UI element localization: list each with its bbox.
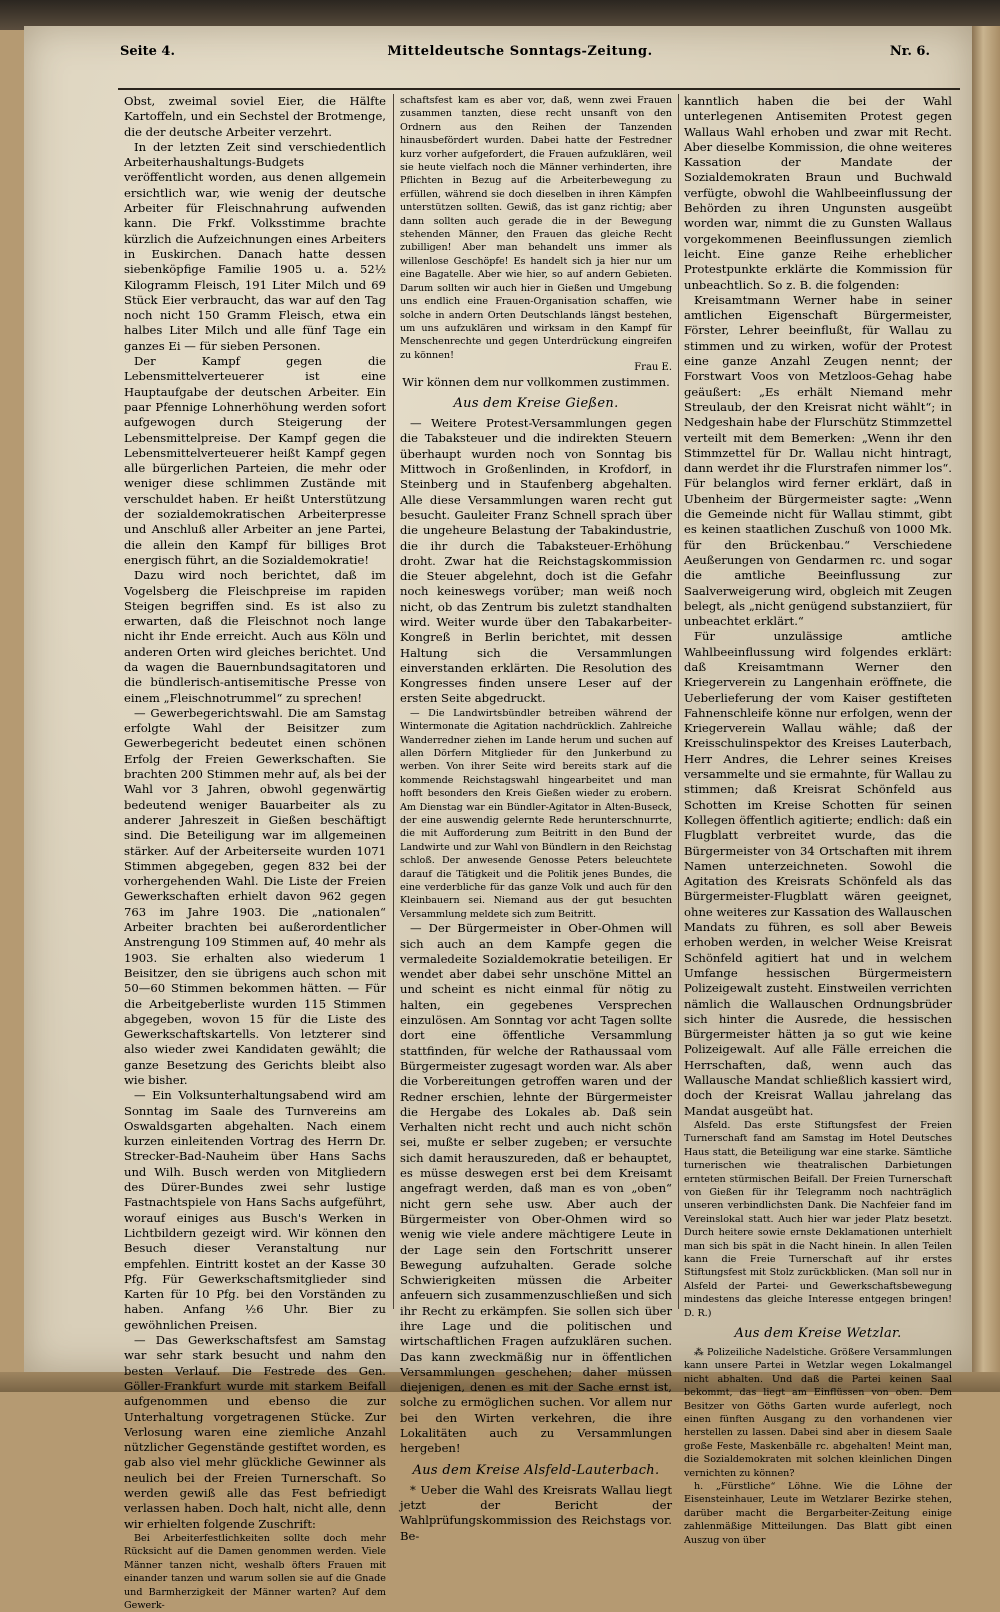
news-item-alsfeld: Alsfeld. Das erste Stiftungsfest der Freien Turnerschaft fand am Samstag im Hotel Deutsches Haus statt, die Beteiligung war eine starke. Sämtliche turnerischen wie theatralischen Darbietungen ernteten stürmischen Beifall. Der Freien Turnerschaft von Gießen für ihr Telegramm noch nachträglich unseren verbindlichsten Dank. Die Nachfeier fand im Vereinslokal statt. Auch hier war jeder Platz besetzt. Durch heitere sowie ernste Deklamationen unterhielt man sich bis spät in die Nacht hinein. In allen Teilen kann die Freie Turnerschaft auf ihr erstes Stiftungsfest mit Stolz zurückblicken. (Man soll nur in Alsfeld der Partei- und Gewerkschaftsbewegung mindestens das gleiche Interesse entgegen bringen! D. R.) (684, 1119, 952, 1319)
header-rule (118, 88, 960, 90)
news-item-wallau: * Ueber die Wahl des Kreisrats Wallau liegt jetzt der Bericht der Wahlprüfungskommission des Reichstags vor. Be- (400, 1482, 672, 1543)
news-item-volksunterhaltung: — Ein Volksunterhaltungsabend wird am Sonntag im Saale des Turnvereins am Oswaldsgarten abgehalten. Nach einem kurzen einleitenden Vortrag des Herrn Dr. Strecker-Bad-Nauheim über Hans Sachs und Wilh. Busch werden von Mitgliedern des Dürer-Bundes zwei sehr lustige Fastnachtspiele von Hans Sachs aufgeführt, worauf einiges aus Busch's Werken in Lichtbildern gezeigt wird. Wir können den Besuch dieser Veranstaltung nur empfehlen. Eintritt kostet an der Kasse 30 Pfg. Für Gewerkschaftsmitglieder sind Karten für 10 Pfg. bei den Vorständen zu haben. Anfang ½6 Uhr. Bier zu gewöhnlichen Preisen. (124, 1088, 386, 1332)
news-item-protest: — Weitere Protest-Versammlungen gegen die Tabaksteuer und die indirekten Steuern überhaupt wurden noch von Sonntag bis Mittwoch in Großenlinden, in Krofdorf, in Steinberg und in Staufenberg abgehalten. Alle diese Versammlungen waren recht gut besucht. Gauleiter Franz Schnell sprach über die ungeheure Belastung der Tabakindustrie, die ihr durch die Tabaksteuer-Erhöhung droht. Zwar hat die Reichstagskommission die Steuer abgelehnt, doch ist die Gefahr noch keineswegs vorüber; man weiß noch nicht, ob das Zentrum bis zuletzt standhalten wird. Weiter wurde über den Tabakarbeiter-Kongreß in Berlin berichtet, mit dessen Haltung sich die Versammlungen einverstanden erklärten. Die Resolution des Kongresses finden unsere Leser auf der ersten Seite abgedruckt. (400, 416, 672, 706)
news-item-nadelstiche: ⁂ Polizeiliche Nadelstiche. Größere Versammlungen kann unsere Partei in Wetzlar wegen Lokalmangel nicht abhalten. Und daß die Partei keinen Saal bekommt, das liegt am Einflüssen von oben. Dem Besitzer von Göths Garten wurde auferlegt, noch einen fünften Ausgang zu den vorhandenen vier herstellen zu lassen. Dabei sind aber in diesem Saale große Feste, Maskenbälle rc. abgehalten! Meint man, die Sozialdemokraten mit solchen kleinlichen Dingen vernichten zu können? (684, 1346, 952, 1479)
section-heading-wetzlar: Aus dem Kreise Wetzlar. (734, 1325, 902, 1341)
section-heading-giessen: Aus dem Kreise Gießen. (453, 396, 619, 412)
news-item-gewerkschaftsfest: — Das Gewerkschaftsfest am Samstag war sehr stark besucht und nahm den besten Verlauf. Die Festrede des Gen. Göller-Frankfurt wurde mit starkem Beifall aufgenommen und ebenso die zur Unterhaltung vorgetragenen Stücke. Zur Verlosung waren eine ziemliche Anzahl nützlicher Gegenstände gestiftet worden, es gab also viel mehr glückliche Gewinner als neulich bei der Freien Turnerschaft. So werden gewiß alle das Fest befriedigt verlassen haben. Doch halt, nicht alle, denn wir erhielten folgende Zuschrift: (124, 1333, 386, 1531)
editorial-reply: Wir können dem nur vollkommen zustimmen. (402, 375, 670, 390)
article-text: Der Kampf gegen die Lebensmittelverteuerer ist eine Hauptaufgabe der deutschen Arbeiter. Ein paar Pfennige Lohnerhöhung werden sofort aufgewogen durch Steigerung der Lebensmittelpreise. Der Kampf gegen die Lebensmittelverteuerer heißt Kampf gegen alle bürgerlichen Parteien, die mehr oder weniger diese schlimmen Zustände mit verschuldet haben. Er heißt Unterstützung der sozialdemokratischen Arbeiterpresse und Anschluß aller Arbeiter an jene Partei, die allein den Kampf für billiges Brot energisch führt, an die Sozialdemokratie! (124, 354, 386, 567)
reader-letter: Bei Arbeiterfestlichkeiten sollte doch mehr Rücksicht auf die Damen genommen werden. Viele Männer tanzen nicht, weshalb öfters Frauen mit einander tanzen und warum sollen sie auf die Gnade und Barmherzigkeit der Männer warten? Auf dem Gewerk- (124, 1532, 386, 1611)
section-heading-alsfeld-lauterbach: Aus dem Kreise Alsfeld-Lauterbach. (412, 1462, 660, 1478)
column-2 (400, 94, 672, 1543)
article-text: Dazu wird noch berichtet, daß im Vogelsberg die Fleischpreise im rapiden Steigen begriffen sind. Es ist also zu erwarten, daß die Fleischnot noch lange nicht ihr Ende erreicht. Auch aus Köln und anderen Orten wird gleiches berichtet. Und da wagen die Bauernbundsagitatoren und die bündlerisch-antisemitische Presse von einem „Fleischnotrummel“ zu sprechen! (124, 568, 386, 705)
article-text: In der letzten Zeit sind verschiedentlich Arbeiterhaushaltungs-Budgets veröffentlicht worden, aus denen allgemein ersichtlich war, wie wenig der deutsche Arbeiter für Fleischnahrung aufwenden kann. Die Frkf. Volksstimme brachte kürzlich die Aufzeichnungen eines Arbeiters in Euskirchen. Danach hatte dessen siebenköpfige Familie 1905 u. a. 52½ Kilogramm Fleisch, 191 Liter Milch und 69 Stück Eier verbraucht, das war auf den Tag noch nicht 150 Gramm Fleisch, etwa ein halbes Liter Milch und alle fünf Tage ein ganzes Ei — für sieben Personen. (124, 139, 386, 353)
article-text: Obst, zweimal soviel Eier, die Hälfte Kartoffeln, und ein Sechstel der Brotmenge, die der deutsche Arbeiter verzehrt. (124, 94, 386, 139)
column-3 (684, 94, 952, 1546)
news-item-loehne: h. „Fürstliche“ Löhne. Wie die Löhne der Eisensteinhauer, Leute im Wetzlarer Bezirke stehen, darüber macht die Bergarbeiter-Zeitung einige zahlenmäßige Mitteilungen. Das Blatt gibt einen Auszug von über (684, 1481, 952, 1546)
page-number: Seite 4. (120, 44, 175, 59)
newspaper-title: Mitteldeutsche Sonntags-Zeitung. (387, 44, 653, 59)
column-divider-2 (678, 94, 679, 1309)
article-text: Für unzulässige amtliche Wahlbeeinflussung wird folgendes erklärt: daß Kreisamtmann Werner den Kriegerverein zu Langenhain eröffnete, die Ueberlieferung der vom Kaiser gestifteten Fahnenschleife könne nur erfolgen, wenn der Kriegerverein Wallau wähle; daß der Kreisschulinspektor des Kreises Lauterbach, Herr Andres, die Lehrer seines Kreises versammelte und sie ermahnte, für Wallau zu stimmen; daß Kreisrat Schönfeld aus Schotten im Kreise Schotten für seinen Kollegen öffentlich agitierte; endlich: daß ein Flugblatt verbreitet wurde, das die Bürgermeister von 34 Ortschaften mit ihrem Namen unterzeichneten. Sowohl die Agitation des Kreisrats Schönfeld als das Bürgermeister-Flugblatt wären geeignet, ohne weiteres zur Kassation des Wallauschen Mandats zu führen, es soll aber Beweis erhoben werden, in welcher Weise Kreisrat Schönfeld agitiert hat und in welchem Umfange hessischen Bürgermeistern Polizeigewalt zusteht. Einstweilen verrichten nämlich die Wallauschen Ordnungsbrüder sich hinter die Ausrede, die hessischen Bürgermeister hätten ja so gut wie keine Polizeigewalt. Auf alle Fälle erreichen die Herrschaften, daß, wenn auch das Wallausche Mandat schließlich kassiert wird, doch der Kreisrat Wallau jahrelang das Mandat ausgeübt hat. (684, 629, 952, 1118)
column-1 (124, 94, 386, 1611)
article-text: Kreisamtmann Werner habe in seiner amtlichen Eigenschaft Bürgermeister, Förster, Lehrer beeinflußt, für Wallau zu stimmen und zu wirken, wofür der Protest eine ganze Anzahl Zeugen nennt; der Forstwart Voos von Metzloos-Gehag habe geäußert: „Es erhält Niemand mehr Streulaub, der den Kreisrat nicht wählt“; in Nedgeshain habe der Flurschütz Stimmzettel verteilt mit dem Bemerken: „Wenn ihr den Stimmzettel für Dr. Wallau nicht hintragt, dann werdet ihr die Flurstrafen nimmer los“. Für belanglos wird ferner erklärt, daß in Ubenheim der Bürgermeister sagte: „Wenn die Gemeinde nicht für Wallau stimmt, gibt es keinen staatlichen Zuschuß von 1000 Mk. für den Brückenbau.“ Verschiedene Aeußerungen von Gendarmen rc. und sogar die amtliche Beeinflussung zur Saalverweigerung wird, obgleich mit Zeugen belegt, als „nicht genügend substanziiert, für unbeachtet erklärt.“ (684, 292, 952, 629)
column-divider-1 (393, 94, 394, 1309)
issue-number: Nr. 6. (889, 44, 930, 59)
news-item-ober-ohmen: — Der Bürgermeister in Ober-Ohmen will sich auch an dem Kampfe gegen die vermaledeite Sozialdemokratie beteiligen. Er wendet aber dabei sehr unschöne Mittel an und scheint es nicht einmal für nötig zu halten, ein gegebenes Versprechen einzulösen. Am Sonntag vor acht Tagen sollte dort eine öffentliche Versammlung stattfinden, für welche der Rathaussaal vom Bürgermeister zugesagt worden war. Als aber die Vorbereitungen getroffen waren und der Redner erschien, lehnte der Bürgermeister die Hergabe des Lokales ab. Daß sein Verhalten nicht recht und auch nicht schön sei, mußte er selber zugeben; er versuchte sich damit herauszureden, daß er behauptet, es müsse deswegen erst bei dem Kreisamt angefragt werden, daß man es von „oben“ nicht gern sehe usw. Aber auch der Bürgermeister von Ober-Ohmen wird so wenig wie viele andere mächtigere Leute in der Lage sein den Fortschritt unserer Bewegung aufzuhalten. Gerade solche Schwierigkeiten müssen die Arbeiter anfeuern sich zusammenzuschließen und sich ihr Recht zu erkämpfen. Sie sollen sich über ihre Lage und die politischen und wirtschaftlichen Fragen aufzuklären suchen. Das kann zweckmäßig nur in öffentlichen Versammlungen geschehen; daher müssen diejenigen, denen es mit der Sache ernst ist, solche zu ermöglichen suchen. Vor allem nur bei den Wirten verkehren, die ihre Lokalitäten auch zu Versammlungen hergeben! (400, 921, 672, 1456)
page-header (90, 40, 950, 62)
news-item-gewerbegericht: — Gewerbegerichtswahl. Die am Samstag erfolgte Wahl der Beisitzer zum Gewerbegericht bedeutet einen schönen Erfolg der Freien Gewerkschaften. Sie brachten 200 Stimmen mehr auf, als bei der Wahl vor 3 Jahren, obwohl gegenwärtig bedeutend weniger Bauarbeiter als zu anderer Jahreszeit in Gießen beschäftigt sind. Die Beteiligung war im allgemeinen stärker. Auf der Arbeiterseite wurden 1071 Stimmen abgegeben, gegen 832 bei der vorhergehenden Wahl. Die Liste der Freien Gewerkschaften erhielt davon 962 gegen 763 im Jahre 1903. Die „nationalen“ Arbeiter brachten bei außerordentlicher Anstrengung 109 Stimmen auf, 40 mehr als 1903. Sie erhalten also wiederum 1 Beisitzer, den sie übrigens auch schon mit 50—60 Stimmen bekommen hätten. — Für die Arbeitgeberliste wurden 115 Stimmen abgegeben, wovon 15 für die Liste des Gewerkschaftskartells. Von letzterer sind also wieder zwei Kandidaten gewählt; die ganze Besetzung des Gerichts bleibt also wie bisher. (124, 705, 386, 1087)
reader-letter-continued: schaftsfest kam es aber vor, daß, wenn zwei Frauen zusammen tanzten, diese recht unsanft von den Ordnern aus den Reihen der Tanzenden hinausbefördert wurden. Dabei hatte der Festredner kurz vorher aufgefordert, die Frauen aufzuklären, weil sie heute vielfach noch die Männer verhinderten, ihre Pflichten in Bezug auf die Arbeiterbewegung zu erfüllen, während sie doch dieselben in ihren Kämpfen unterstützen sollten. Gewiß, das ist ganz richtig; aber dann sollten auch gerade die in der Bewegung stehenden Männer, den Frauen das gleiche Recht zubilligen! Aber man behandelt uns immer als willenlose Geschöpfe! Es handelt sich ja hier nur um eine Bagatelle. Aber wie hier, so auf andern Gebieten. Darum sollten wir auch hier in Gießen und Umgebung uns endlich eine Frauen-Organisation schaffen, wie solche in andern Orten Deutschlands längst bestehen, um uns aufzuklären und wirksam in den Kampf für Menschenrechte und gegen Unterdrückung eingreifen zu können! (400, 95, 672, 361)
news-item-landwirtsbuendler: — Die Landwirtsbündler betreiben während der Wintermonate die Agitation nachdrücklich. Zahlreiche Wanderredner ziehen im Lande herum und suchen auf allen Dörfern Mitglieder für den Junkerbund zu werben. Von ihrer Seite wird bereits stark auf die kommende Reichstagswahl hingearbeitet und man hofft besonders den Kreis Gießen wieder zu erobern. Am Dienstag war ein Bündler-Agitator in Alten-Buseck, der eine auswendig gelernte Rede herunterschnurrte, die mit Aufforderung zum Beitritt in den Bund der Landwirte und zur Wahl von Bündlern in den Reichstag schloß. Der anwesende Genosse Peters beleuchtete darauf die Tätigkeit und die Politik jenes Bundes, die eine verderbliche für das ganze Volk und auch für den Kleinbauern sei. Niemand aus der gut besuchten Versammlung meldete sich zum Beitritt. (400, 707, 672, 920)
article-text: kanntlich haben die bei der Wahl unterlegenen Antisemiten Protest gegen Wallaus Wahl erhoben und zwar mit Recht. Aber dieselbe Kommission, die ohne weiteres Kassation der Mandate der Sozialdemokraten Braun und Buchwald verfügte, obwohl die Wahlbeeinflussung der Behörden zu ihren Ungunsten ausgeübt worden war, nimmt die zu Gunsten Wallaus vorgekommenen Beeinflussungen ziemlich leicht. Eine ganze Reihe erheblicher Protestpunkte erklärte die Kommission für unbeachtlich. So z. B. die folgenden: (684, 94, 952, 292)
page-edge-right (972, 26, 1000, 1372)
letter-signature: Frau E. (634, 362, 672, 374)
